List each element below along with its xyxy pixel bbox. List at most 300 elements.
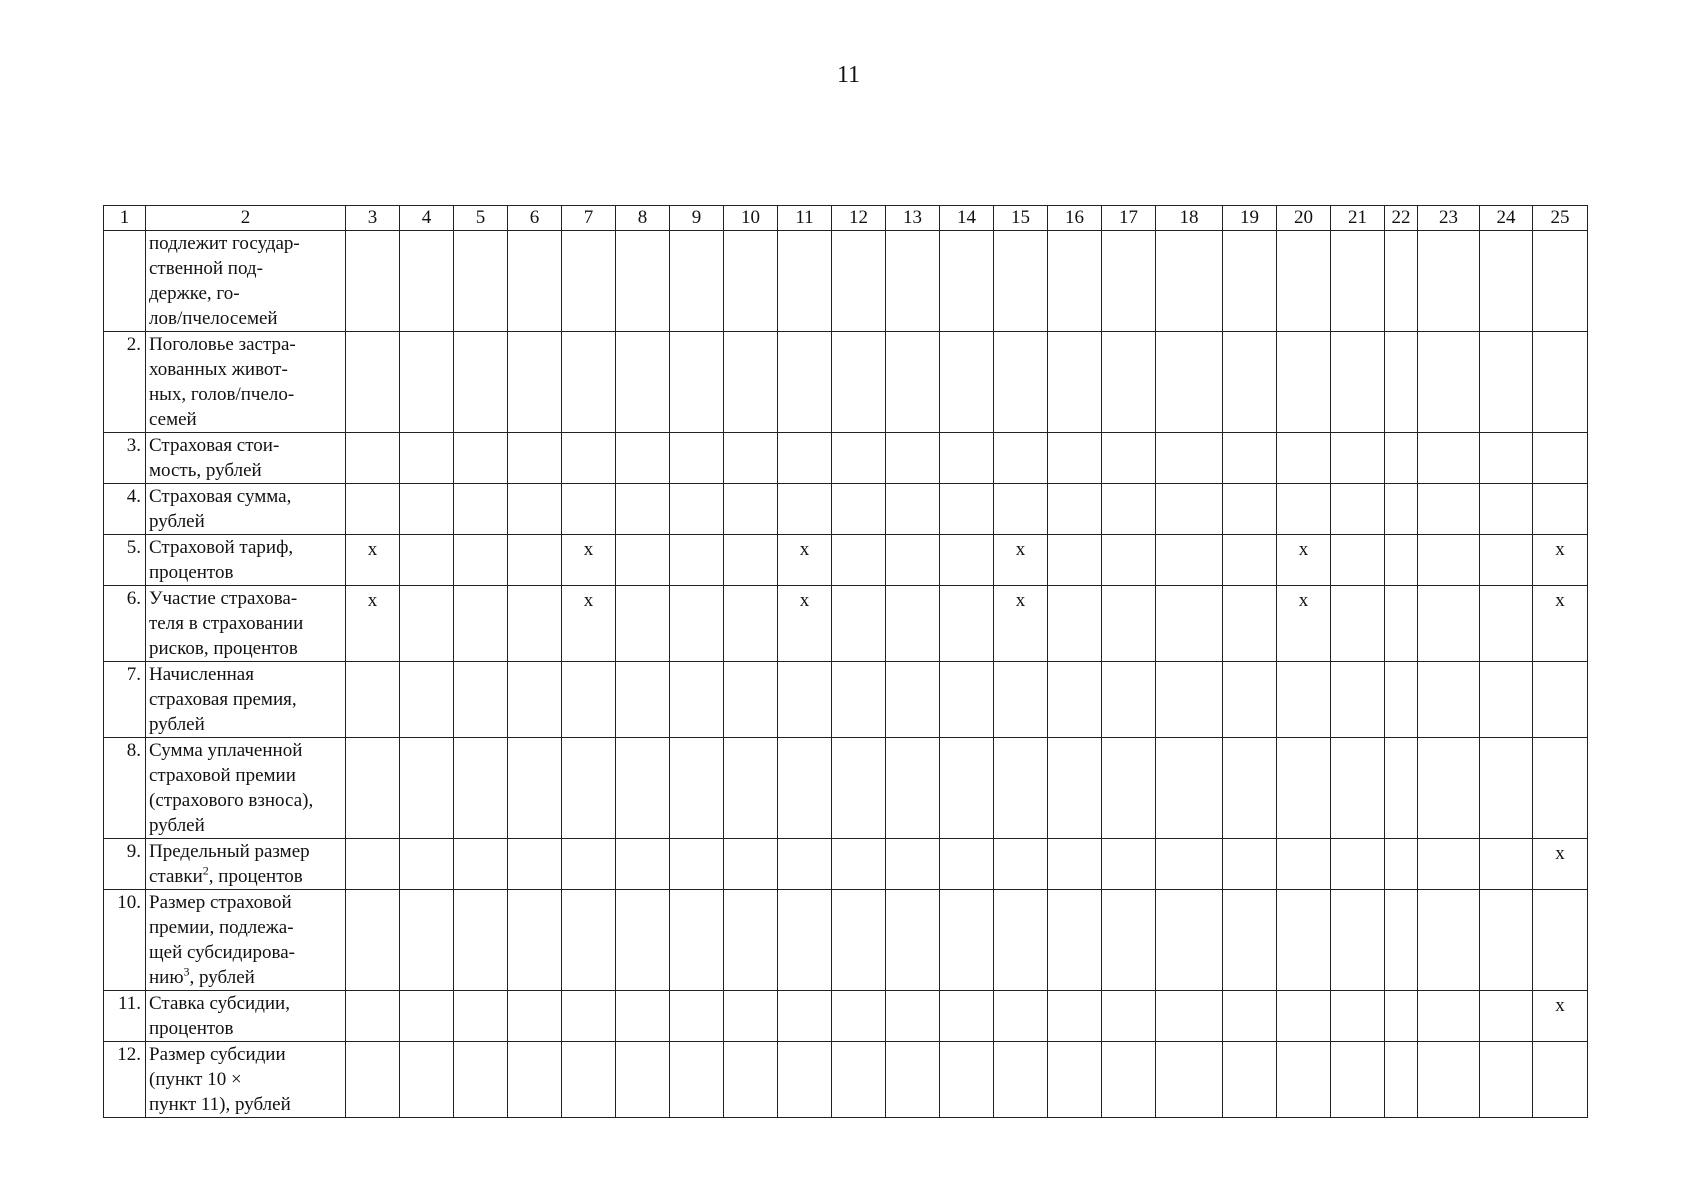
value-cell[interactable] [724, 738, 778, 839]
value-cell[interactable] [1048, 839, 1102, 890]
value-cell[interactable] [508, 484, 562, 535]
value-cell[interactable] [508, 991, 562, 1042]
value-cell[interactable] [616, 738, 670, 839]
value-cell[interactable] [1277, 890, 1331, 991]
value-cell[interactable] [400, 662, 454, 738]
value-cell[interactable] [886, 991, 940, 1042]
value-cell[interactable] [1048, 991, 1102, 1042]
value-cell[interactable] [1156, 991, 1223, 1042]
value-cell[interactable] [670, 332, 724, 433]
value-cell[interactable] [724, 662, 778, 738]
not-applicable-mark: x [1555, 843, 1565, 864]
column-number-cell: 6 [508, 206, 562, 231]
value-cell[interactable] [1331, 586, 1385, 662]
value-cell[interactable] [1277, 484, 1331, 535]
value-cell[interactable] [994, 586, 1048, 662]
value-cell[interactable] [1418, 231, 1480, 332]
value-cell[interactable] [1223, 231, 1277, 332]
value-cell[interactable] [454, 890, 508, 991]
value-cell[interactable] [994, 738, 1048, 839]
value-cell[interactable] [562, 738, 616, 839]
value-cell[interactable] [1385, 890, 1418, 991]
value-cell[interactable] [670, 839, 724, 890]
value-cell[interactable] [778, 231, 832, 332]
value-cell[interactable] [1533, 839, 1588, 890]
row-label: Участие страхова- теля в страховании рисков, процентов [149, 588, 304, 659]
value-cell[interactable] [562, 839, 616, 890]
value-cell[interactable] [616, 586, 670, 662]
value-cell[interactable] [1277, 839, 1331, 890]
column-number-cell: 18 [1156, 206, 1223, 231]
value-cell[interactable] [1533, 535, 1588, 586]
value-cell[interactable] [1277, 433, 1331, 484]
value-cell[interactable] [1223, 662, 1277, 738]
value-cell[interactable] [400, 535, 454, 586]
value-cell[interactable] [832, 890, 886, 991]
column-number-cell: 10 [724, 206, 778, 231]
value-cell[interactable] [1533, 484, 1588, 535]
value-cell[interactable] [832, 586, 886, 662]
value-cell[interactable] [1533, 738, 1588, 839]
value-cell[interactable] [346, 433, 400, 484]
value-cell[interactable] [832, 535, 886, 586]
value-cell[interactable] [886, 433, 940, 484]
value-cell[interactable] [346, 738, 400, 839]
value-cell[interactable] [346, 839, 400, 890]
value-cell[interactable] [940, 662, 994, 738]
value-cell[interactable] [1385, 231, 1418, 332]
value-cell[interactable] [1331, 839, 1385, 890]
value-cell[interactable] [1418, 586, 1480, 662]
value-cell[interactable] [1102, 839, 1156, 890]
value-cell[interactable] [1533, 433, 1588, 484]
column-number-cell: 24 [1480, 206, 1533, 231]
value-cell[interactable] [778, 662, 832, 738]
value-cell[interactable] [1385, 484, 1418, 535]
value-cell[interactable] [670, 586, 724, 662]
value-cell[interactable] [1102, 738, 1156, 839]
value-cell[interactable] [400, 991, 454, 1042]
value-cell[interactable] [1331, 738, 1385, 839]
column-number-cell: 1 [104, 206, 146, 231]
value-cell[interactable] [1480, 890, 1533, 991]
value-cell[interactable] [1277, 1042, 1331, 1118]
value-cell[interactable] [562, 484, 616, 535]
value-cell[interactable] [1385, 991, 1418, 1042]
value-cell[interactable] [1048, 738, 1102, 839]
value-cell[interactable] [1102, 231, 1156, 332]
value-cell[interactable] [886, 535, 940, 586]
value-cell[interactable] [1480, 332, 1533, 433]
value-cell[interactable] [778, 535, 832, 586]
value-cell[interactable] [616, 231, 670, 332]
value-cell[interactable] [1418, 484, 1480, 535]
value-cell[interactable] [1331, 332, 1385, 433]
value-cell[interactable] [670, 535, 724, 586]
value-cell[interactable] [994, 535, 1048, 586]
value-cell[interactable] [346, 332, 400, 433]
value-cell[interactable] [940, 991, 994, 1042]
value-cell[interactable] [508, 662, 562, 738]
value-cell[interactable] [1418, 1042, 1480, 1118]
value-cell[interactable] [400, 1042, 454, 1118]
value-cell[interactable] [616, 433, 670, 484]
not-applicable-mark: x [1555, 995, 1565, 1016]
value-cell[interactable] [1102, 662, 1156, 738]
value-cell[interactable] [1156, 890, 1223, 991]
value-cell[interactable] [1102, 890, 1156, 991]
row-label: подлежит государ- ственной под- держке, го- лов/пчелосемей [149, 233, 300, 329]
column-number-cell: 25 [1533, 206, 1588, 231]
value-cell[interactable] [994, 890, 1048, 991]
value-cell[interactable] [1277, 332, 1331, 433]
value-cell[interactable] [724, 839, 778, 890]
value-cell[interactable] [886, 332, 940, 433]
value-cell[interactable] [346, 231, 400, 332]
footnote-ref: 2 [202, 863, 209, 878]
value-cell[interactable] [940, 332, 994, 433]
not-applicable-mark: x [1298, 590, 1309, 611]
value-cell[interactable] [1385, 839, 1418, 890]
value-cell[interactable] [1102, 332, 1156, 433]
value-cell[interactable] [508, 586, 562, 662]
value-cell[interactable] [886, 484, 940, 535]
value-cell[interactable] [1223, 991, 1277, 1042]
value-cell[interactable] [1156, 484, 1223, 535]
value-cell[interactable] [1102, 991, 1156, 1042]
value-cell[interactable] [454, 1042, 508, 1118]
column-number-cell: 17 [1102, 206, 1156, 231]
value-cell[interactable] [400, 738, 454, 839]
value-cell[interactable] [724, 231, 778, 332]
value-cell[interactable] [670, 890, 724, 991]
value-cell[interactable] [508, 839, 562, 890]
column-number-cell: 23 [1418, 206, 1480, 231]
value-cell[interactable] [940, 433, 994, 484]
value-cell[interactable] [1102, 586, 1156, 662]
value-cell[interactable] [886, 1042, 940, 1118]
row-label-cell [146, 662, 346, 738]
value-cell[interactable] [616, 1042, 670, 1118]
value-cell[interactable] [670, 991, 724, 1042]
value-cell[interactable] [1223, 484, 1277, 535]
value-cell[interactable] [1102, 484, 1156, 535]
value-cell[interactable] [1331, 1042, 1385, 1118]
row-label-cell [146, 991, 346, 1042]
value-cell[interactable] [1480, 662, 1533, 738]
value-cell[interactable] [508, 890, 562, 991]
value-cell[interactable] [994, 662, 1048, 738]
value-cell[interactable] [1331, 991, 1385, 1042]
value-cell[interactable] [1102, 1042, 1156, 1118]
value-cell[interactable] [1533, 1042, 1588, 1118]
value-cell[interactable] [1223, 535, 1277, 586]
value-cell[interactable] [1223, 586, 1277, 662]
value-cell[interactable] [1331, 433, 1385, 484]
value-cell[interactable] [400, 586, 454, 662]
value-cell[interactable] [778, 332, 832, 433]
value-cell[interactable] [616, 991, 670, 1042]
value-cell[interactable] [454, 535, 508, 586]
value-cell[interactable] [346, 535, 400, 586]
value-cell[interactable] [1223, 839, 1277, 890]
value-cell[interactable] [832, 991, 886, 1042]
value-cell[interactable] [886, 586, 940, 662]
value-cell[interactable] [1385, 1042, 1418, 1118]
value-cell[interactable] [1223, 1042, 1277, 1118]
value-cell[interactable] [940, 839, 994, 890]
value-cell[interactable] [562, 586, 616, 662]
value-cell[interactable] [1331, 231, 1385, 332]
value-cell[interactable] [1385, 433, 1418, 484]
value-cell[interactable] [454, 332, 508, 433]
value-cell[interactable] [562, 231, 616, 332]
value-cell[interactable] [454, 991, 508, 1042]
value-cell[interactable] [1048, 1042, 1102, 1118]
row-label: Размер страховой премии, подлежа- щей субсидирова- нию [149, 892, 295, 988]
value-cell[interactable] [994, 484, 1048, 535]
value-cell[interactable] [1331, 484, 1385, 535]
value-cell[interactable] [400, 231, 454, 332]
value-cell[interactable] [1385, 535, 1418, 586]
value-cell[interactable] [670, 662, 724, 738]
table-row [104, 231, 1588, 332]
value-cell[interactable] [616, 839, 670, 890]
value-cell[interactable] [562, 433, 616, 484]
value-cell[interactable] [562, 662, 616, 738]
value-cell[interactable] [1156, 332, 1223, 433]
value-cell[interactable] [1533, 890, 1588, 991]
value-cell[interactable] [778, 484, 832, 535]
value-cell[interactable] [724, 890, 778, 991]
value-cell[interactable] [1480, 535, 1533, 586]
value-cell[interactable] [1533, 586, 1588, 662]
value-cell[interactable] [1048, 433, 1102, 484]
value-cell[interactable] [1418, 332, 1480, 433]
value-cell[interactable] [670, 738, 724, 839]
value-cell[interactable] [400, 839, 454, 890]
value-cell[interactable] [400, 332, 454, 433]
value-cell[interactable] [1385, 738, 1418, 839]
value-cell[interactable] [886, 662, 940, 738]
value-cell[interactable] [562, 1042, 616, 1118]
value-cell[interactable] [1480, 231, 1533, 332]
value-cell[interactable] [454, 738, 508, 839]
value-cell[interactable] [400, 433, 454, 484]
value-cell[interactable] [1418, 991, 1480, 1042]
value-cell[interactable] [346, 662, 400, 738]
value-cell[interactable] [940, 231, 994, 332]
value-cell[interactable] [940, 738, 994, 839]
value-cell[interactable] [1418, 433, 1480, 484]
value-cell[interactable] [1331, 662, 1385, 738]
value-cell[interactable] [1480, 738, 1533, 839]
value-cell[interactable] [508, 433, 562, 484]
value-cell[interactable] [940, 890, 994, 991]
value-cell[interactable] [1048, 332, 1102, 433]
value-cell[interactable] [1048, 890, 1102, 991]
value-cell[interactable] [994, 839, 1048, 890]
value-cell[interactable] [1156, 433, 1223, 484]
value-cell[interactable] [1223, 332, 1277, 433]
value-cell[interactable] [1418, 839, 1480, 890]
value-cell[interactable] [940, 535, 994, 586]
value-cell[interactable] [454, 586, 508, 662]
value-cell[interactable] [616, 332, 670, 433]
value-cell[interactable] [832, 433, 886, 484]
value-cell[interactable] [1533, 662, 1588, 738]
value-cell[interactable] [994, 1042, 1048, 1118]
value-cell[interactable] [562, 332, 616, 433]
value-cell[interactable] [616, 662, 670, 738]
value-cell[interactable] [562, 890, 616, 991]
value-cell[interactable] [724, 535, 778, 586]
value-cell[interactable] [1277, 231, 1331, 332]
value-cell[interactable] [454, 839, 508, 890]
value-cell[interactable] [778, 433, 832, 484]
value-cell[interactable] [832, 662, 886, 738]
value-cell[interactable] [1418, 890, 1480, 991]
value-cell[interactable] [1102, 433, 1156, 484]
value-cell[interactable] [1277, 535, 1331, 586]
value-cell[interactable] [778, 890, 832, 991]
value-cell[interactable] [832, 332, 886, 433]
value-cell[interactable] [1156, 586, 1223, 662]
value-cell[interactable] [454, 662, 508, 738]
value-cell[interactable] [454, 231, 508, 332]
value-cell[interactable] [400, 890, 454, 991]
value-cell[interactable] [1385, 332, 1418, 433]
value-cell[interactable] [1156, 1042, 1223, 1118]
value-cell[interactable] [778, 586, 832, 662]
value-cell[interactable] [1156, 662, 1223, 738]
value-cell[interactable] [508, 332, 562, 433]
value-cell[interactable] [778, 839, 832, 890]
value-cell[interactable] [994, 231, 1048, 332]
value-cell[interactable] [1102, 535, 1156, 586]
value-cell[interactable] [1048, 484, 1102, 535]
value-cell[interactable] [724, 1042, 778, 1118]
value-cell[interactable] [1048, 535, 1102, 586]
value-cell[interactable] [1331, 890, 1385, 991]
value-cell[interactable] [994, 991, 1048, 1042]
value-cell[interactable] [1223, 433, 1277, 484]
value-cell[interactable] [1480, 433, 1533, 484]
value-cell[interactable] [832, 738, 886, 839]
row-label-cell [146, 231, 346, 332]
value-cell[interactable] [1480, 839, 1533, 890]
value-cell[interactable] [1223, 738, 1277, 839]
value-cell[interactable] [1533, 332, 1588, 433]
value-cell[interactable] [1156, 231, 1223, 332]
value-cell[interactable] [778, 738, 832, 839]
value-cell[interactable] [886, 738, 940, 839]
value-cell[interactable] [940, 484, 994, 535]
row-label-cell [146, 484, 346, 535]
value-cell[interactable] [832, 839, 886, 890]
value-cell[interactable] [1480, 586, 1533, 662]
value-cell[interactable] [508, 535, 562, 586]
value-cell[interactable] [616, 535, 670, 586]
value-cell[interactable] [454, 484, 508, 535]
value-cell[interactable] [778, 991, 832, 1042]
value-cell[interactable] [508, 231, 562, 332]
value-cell[interactable] [670, 231, 724, 332]
value-cell[interactable] [670, 484, 724, 535]
value-cell[interactable] [1385, 662, 1418, 738]
value-cell[interactable] [1418, 738, 1480, 839]
value-cell[interactable] [832, 484, 886, 535]
value-cell[interactable] [508, 1042, 562, 1118]
column-number-cell: 12 [832, 206, 886, 231]
value-cell[interactable] [1277, 662, 1331, 738]
value-cell[interactable] [508, 738, 562, 839]
table-row [104, 1042, 1588, 1118]
value-cell[interactable] [778, 1042, 832, 1118]
value-cell[interactable] [940, 1042, 994, 1118]
value-cell[interactable] [1480, 991, 1533, 1042]
column-number-cell: 7 [562, 206, 616, 231]
value-cell[interactable] [1480, 1042, 1533, 1118]
value-cell[interactable] [1048, 231, 1102, 332]
value-cell[interactable] [886, 890, 940, 991]
value-cell[interactable] [724, 484, 778, 535]
value-cell[interactable] [346, 991, 400, 1042]
value-cell[interactable] [832, 1042, 886, 1118]
value-cell[interactable] [616, 890, 670, 991]
value-cell[interactable] [1533, 991, 1588, 1042]
value-cell[interactable] [1048, 662, 1102, 738]
value-cell[interactable] [994, 433, 1048, 484]
value-cell[interactable] [832, 231, 886, 332]
value-cell[interactable] [886, 231, 940, 332]
value-cell[interactable] [346, 586, 400, 662]
value-cell[interactable] [346, 484, 400, 535]
value-cell[interactable] [1385, 586, 1418, 662]
value-cell[interactable] [994, 332, 1048, 433]
value-cell[interactable] [1156, 535, 1223, 586]
value-cell[interactable] [1156, 738, 1223, 839]
value-cell[interactable] [724, 991, 778, 1042]
value-cell[interactable] [886, 839, 940, 890]
value-cell[interactable] [724, 332, 778, 433]
value-cell[interactable] [670, 1042, 724, 1118]
value-cell[interactable] [1480, 484, 1533, 535]
value-cell[interactable] [1277, 586, 1331, 662]
value-cell[interactable] [454, 433, 508, 484]
value-cell[interactable] [940, 586, 994, 662]
column-number-cell: 16 [1048, 206, 1102, 231]
value-cell[interactable] [1418, 662, 1480, 738]
value-cell[interactable] [1277, 991, 1331, 1042]
value-cell[interactable] [1156, 839, 1223, 890]
value-cell[interactable] [1223, 890, 1277, 991]
value-cell[interactable] [616, 484, 670, 535]
value-cell[interactable] [1048, 586, 1102, 662]
value-cell[interactable] [562, 991, 616, 1042]
value-cell[interactable] [724, 433, 778, 484]
value-cell[interactable] [1533, 231, 1588, 332]
value-cell[interactable] [1331, 535, 1385, 586]
value-cell[interactable] [670, 433, 724, 484]
value-cell[interactable] [562, 535, 616, 586]
value-cell[interactable] [346, 890, 400, 991]
value-cell[interactable] [400, 484, 454, 535]
value-cell[interactable] [1418, 535, 1480, 586]
value-cell[interactable] [1277, 738, 1331, 839]
value-cell[interactable] [346, 1042, 400, 1118]
value-cell[interactable] [724, 586, 778, 662]
